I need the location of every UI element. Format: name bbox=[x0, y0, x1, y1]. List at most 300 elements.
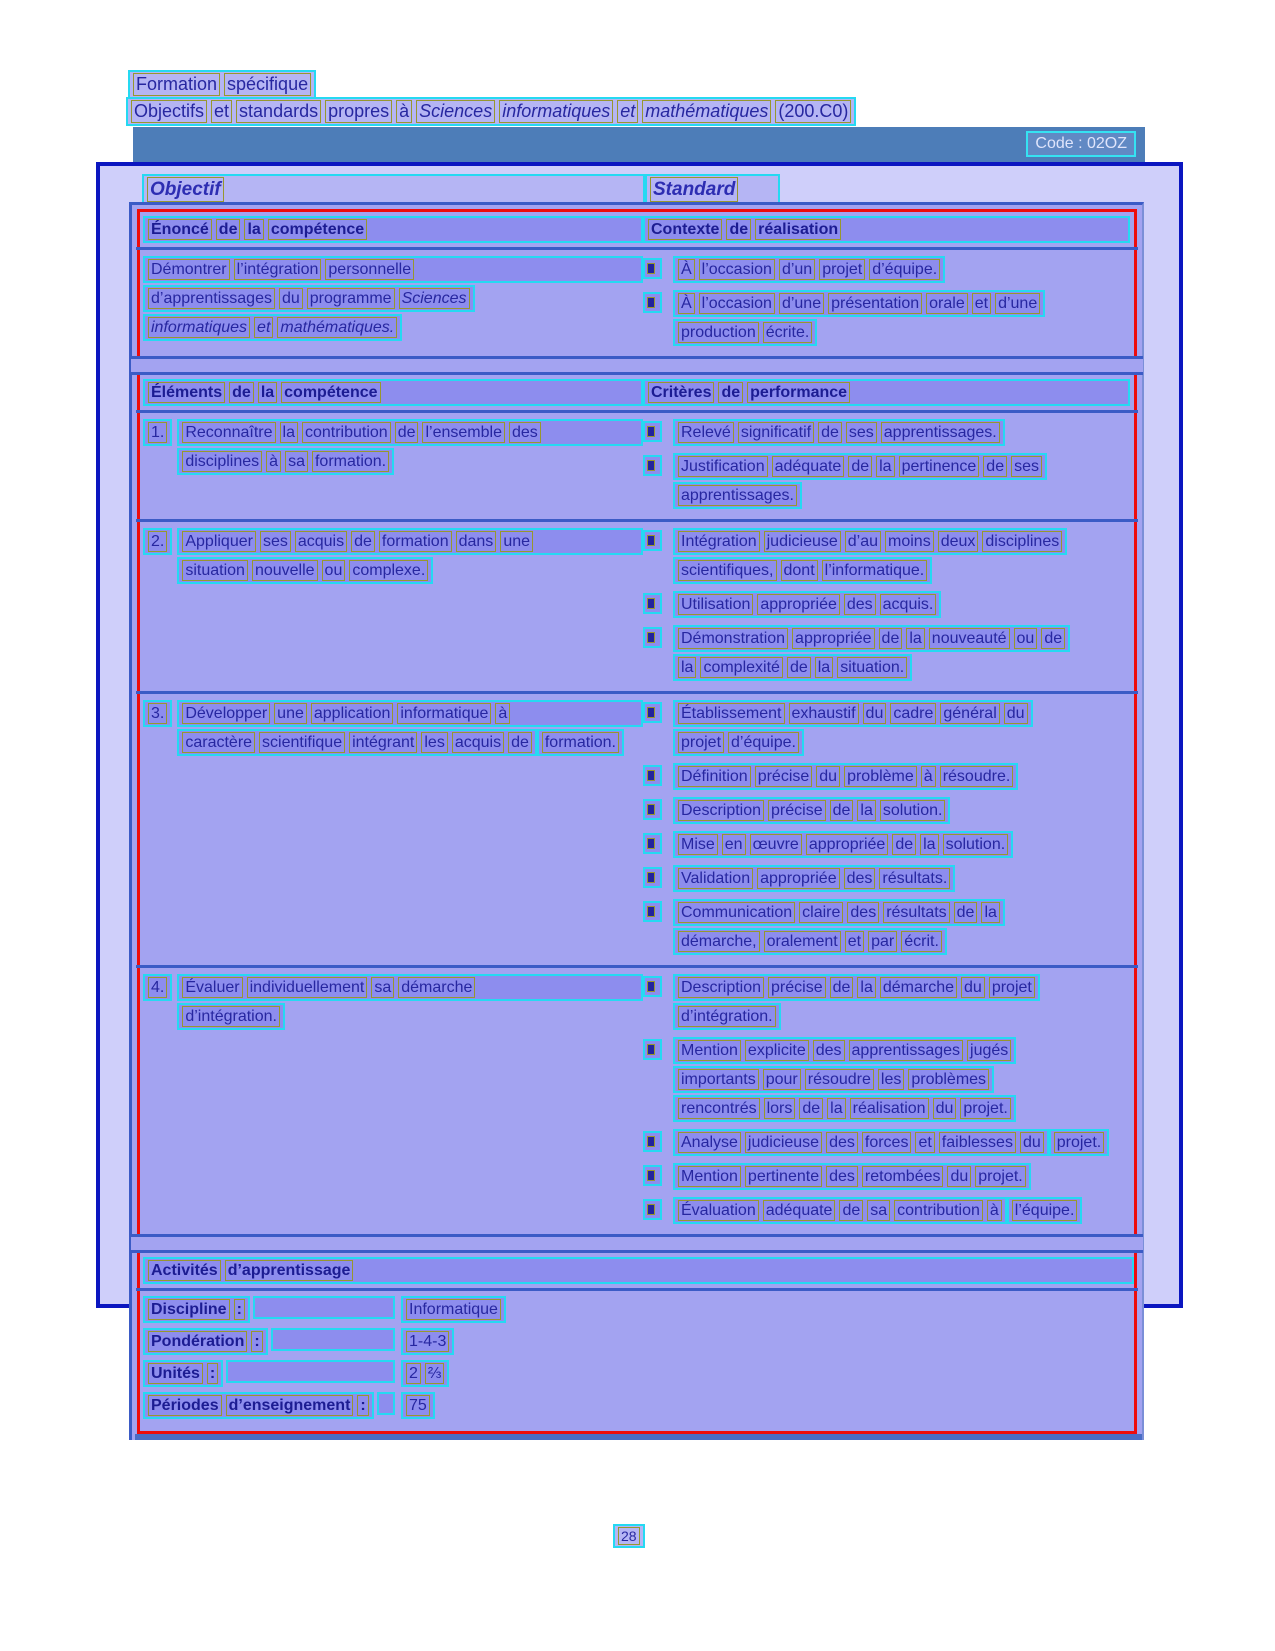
ocr-line-box bbox=[1049, 1129, 1109, 1156]
spacer-box bbox=[253, 1296, 395, 1319]
left-cell-text bbox=[143, 256, 643, 343]
left-cell bbox=[143, 419, 643, 511]
bullet-item bbox=[643, 763, 1132, 792]
word-box: mathématiques bbox=[642, 100, 771, 123]
word-box: les bbox=[421, 732, 447, 753]
word-box: Objectif bbox=[147, 177, 224, 202]
left-header-cell bbox=[143, 216, 643, 243]
word-box: la bbox=[827, 1098, 845, 1119]
word-box: production bbox=[678, 322, 759, 343]
word-box: Contexte bbox=[648, 219, 722, 240]
word-box: mathématiques. bbox=[277, 317, 397, 338]
bullet-lines bbox=[673, 974, 1132, 1032]
word-box: l’informatique. bbox=[822, 560, 928, 581]
word-box: à bbox=[396, 100, 412, 123]
word-box: du bbox=[816, 766, 840, 787]
word-box: de bbox=[954, 902, 978, 923]
bullet-lines bbox=[673, 290, 1132, 348]
word-box: général bbox=[940, 703, 999, 724]
ocr-line-box bbox=[143, 314, 402, 341]
bullet-icon bbox=[643, 976, 662, 997]
table-row bbox=[140, 694, 1134, 965]
word-box: de bbox=[830, 800, 854, 821]
element-number bbox=[143, 528, 172, 555]
doc-title-line-1 bbox=[128, 70, 316, 99]
bullet-lines bbox=[673, 1129, 1109, 1158]
word-box: solution. bbox=[943, 834, 1009, 855]
activity-label-group bbox=[143, 1392, 395, 1419]
word-box: la bbox=[815, 657, 833, 678]
word-box: oralement bbox=[764, 931, 841, 952]
bullet-icon bbox=[643, 1199, 662, 1220]
ocr-line-box bbox=[673, 899, 1005, 926]
word-box: situation bbox=[182, 560, 248, 581]
word-box: informatique bbox=[397, 703, 491, 724]
word-box: en bbox=[722, 834, 746, 855]
bullet-square bbox=[647, 770, 655, 781]
ocr-line-box bbox=[143, 256, 643, 283]
bullet-square bbox=[647, 1136, 655, 1147]
bullet-icon bbox=[643, 833, 662, 854]
word-box: caractère bbox=[182, 732, 255, 753]
ocr-line-box bbox=[673, 528, 1067, 555]
ocr-line-box bbox=[673, 453, 1047, 480]
word-box: de bbox=[848, 456, 872, 477]
ocr-line-box bbox=[143, 1360, 223, 1387]
word-box: rencontrés bbox=[678, 1098, 760, 1119]
section-separator bbox=[131, 356, 1143, 375]
word-box: la bbox=[857, 977, 875, 998]
ocr-line-box bbox=[673, 654, 912, 681]
word-box: la bbox=[244, 219, 263, 240]
word-box: scientifique bbox=[259, 732, 345, 753]
bullet-lines bbox=[673, 528, 1132, 586]
ocr-line-box bbox=[673, 729, 804, 756]
element-number bbox=[143, 419, 172, 446]
word-box: du bbox=[1020, 1132, 1044, 1153]
bullet-icon bbox=[643, 867, 662, 888]
left-cell bbox=[143, 974, 643, 1226]
word-box: des bbox=[826, 1132, 858, 1153]
word-box: : bbox=[234, 1299, 245, 1320]
word-box: résultats. bbox=[879, 868, 950, 889]
section-activites bbox=[140, 1253, 1134, 1431]
word-box: Mise bbox=[678, 834, 718, 855]
word-box: compétence bbox=[281, 382, 380, 403]
word-box: exhaustif bbox=[789, 703, 859, 724]
bullet-item bbox=[643, 1037, 1132, 1124]
ocr-line-box bbox=[143, 379, 643, 406]
word-box: 1-4-3 bbox=[406, 1331, 449, 1352]
word-box: de bbox=[1041, 628, 1065, 649]
bullet-square bbox=[647, 460, 655, 471]
word-box: des bbox=[844, 868, 876, 889]
word-box: précise bbox=[755, 766, 813, 787]
ocr-line-box bbox=[537, 729, 624, 756]
word-box: résoudre. bbox=[940, 766, 1014, 787]
word-box: du bbox=[947, 1166, 971, 1187]
word-box: faiblesses bbox=[939, 1132, 1016, 1153]
word-box: précise bbox=[768, 977, 826, 998]
table-body bbox=[137, 209, 1137, 1434]
word-box: projet. bbox=[960, 1098, 1010, 1119]
word-box: À bbox=[678, 293, 695, 314]
ocr-line-box bbox=[128, 70, 316, 99]
code-bar bbox=[133, 127, 1145, 162]
ocr-line-box bbox=[673, 625, 1070, 652]
word-box: du bbox=[1004, 703, 1028, 724]
word-box: ses bbox=[1011, 456, 1042, 477]
word-box: Mention bbox=[678, 1166, 741, 1187]
word-box: adéquate bbox=[763, 1200, 836, 1221]
ocr-line-box bbox=[177, 974, 643, 1001]
word-box: à bbox=[266, 451, 281, 472]
word-box: des bbox=[826, 1166, 858, 1187]
word-box: une bbox=[500, 531, 533, 552]
word-box: la bbox=[906, 628, 924, 649]
bullet-icon bbox=[643, 627, 662, 648]
word-box: apprentissages. bbox=[678, 485, 797, 506]
header-divider bbox=[136, 410, 1138, 413]
word-box: ou bbox=[1014, 628, 1038, 649]
word-box: Énoncé bbox=[148, 219, 212, 240]
bullet-lines bbox=[673, 591, 941, 620]
word-box: nouveauté bbox=[929, 628, 1010, 649]
word-box: de bbox=[830, 977, 854, 998]
bullet-item bbox=[643, 256, 1132, 285]
word-box: individuellement bbox=[247, 977, 368, 998]
ocr-line-box bbox=[673, 763, 1018, 790]
right-cell bbox=[643, 419, 1134, 511]
word-box: de bbox=[839, 1200, 863, 1221]
right-header-cell bbox=[643, 216, 1134, 243]
bullet-item bbox=[643, 1129, 1132, 1158]
word-box: l’équipe. bbox=[1012, 1200, 1078, 1221]
ocr-line-box bbox=[673, 797, 950, 824]
bullet-lines bbox=[673, 1163, 1031, 1192]
word-box: d’enseignement bbox=[226, 1395, 354, 1416]
word-box: sa bbox=[867, 1200, 890, 1221]
objectif-heading bbox=[142, 174, 645, 205]
word-box: les bbox=[878, 1069, 904, 1090]
word-box: apprentissages bbox=[849, 1040, 964, 1061]
bullet-square bbox=[647, 981, 655, 992]
word-box: Critères bbox=[648, 382, 714, 403]
word-box: formation. bbox=[312, 451, 389, 472]
word-box: une bbox=[274, 703, 307, 724]
table-row bbox=[140, 522, 1134, 691]
word-box: scientifiques, bbox=[678, 560, 777, 581]
spacer-box bbox=[226, 1360, 395, 1383]
bullet-lines bbox=[673, 899, 1132, 957]
bullet-icon bbox=[643, 1165, 662, 1186]
word-box: d’apprentissages bbox=[148, 288, 275, 309]
word-box: de bbox=[787, 657, 811, 678]
activities-header-row bbox=[140, 1253, 1134, 1288]
word-box: compétence bbox=[268, 219, 367, 240]
ocr-line-box bbox=[673, 1066, 994, 1093]
word-box: projet. bbox=[1054, 1132, 1104, 1153]
row-divider bbox=[136, 519, 1138, 522]
bullet-square bbox=[647, 1044, 655, 1055]
left-cell-text bbox=[177, 974, 643, 1032]
word-box: de bbox=[799, 1098, 823, 1119]
ocr-line-box bbox=[401, 1360, 449, 1387]
left-cell bbox=[143, 528, 643, 683]
word-box: du bbox=[279, 288, 303, 309]
word-box: propres bbox=[325, 100, 392, 123]
word-box: dont bbox=[781, 560, 818, 581]
word-box: Appliquer bbox=[182, 531, 256, 552]
word-box: présentation bbox=[828, 293, 922, 314]
bullet-lines bbox=[673, 419, 1005, 448]
word-box: 1. bbox=[148, 422, 167, 443]
word-box: de bbox=[892, 834, 916, 855]
word-box: ⅔ bbox=[425, 1363, 444, 1384]
bullet-item bbox=[643, 419, 1132, 448]
activity-row bbox=[143, 1392, 1134, 1419]
word-box: claire bbox=[799, 902, 843, 923]
ocr-line-box bbox=[673, 1003, 781, 1030]
left-cell bbox=[143, 256, 643, 348]
activity-label-group bbox=[143, 1296, 395, 1323]
word-box: sa bbox=[285, 451, 308, 472]
ocr-line-box bbox=[401, 1296, 506, 1323]
word-box: Périodes bbox=[148, 1395, 222, 1416]
right-cell bbox=[643, 700, 1134, 957]
word-box: la bbox=[876, 456, 894, 477]
activity-row bbox=[143, 1360, 1134, 1387]
bullet-item bbox=[643, 1163, 1132, 1192]
word-box: pertinence bbox=[899, 456, 980, 477]
bullet-item bbox=[643, 831, 1132, 860]
word-box: d’intégration. bbox=[182, 1006, 280, 1027]
ocr-line-box bbox=[177, 700, 643, 727]
word-box: résultats bbox=[883, 902, 949, 923]
word-box: Informatique bbox=[406, 1299, 501, 1320]
ocr-line-box bbox=[673, 591, 941, 618]
bullet-square bbox=[647, 838, 655, 849]
word-box: Validation bbox=[678, 868, 753, 889]
activity-row bbox=[143, 1296, 1134, 1323]
word-box: Pondération bbox=[148, 1331, 247, 1352]
word-box: complexité bbox=[700, 657, 782, 678]
word-box: la bbox=[678, 657, 696, 678]
word-box: et bbox=[254, 317, 273, 338]
word-box: de bbox=[351, 531, 375, 552]
bullet-item bbox=[643, 865, 1132, 894]
bullet-square bbox=[647, 1204, 655, 1215]
section-separator bbox=[131, 1234, 1143, 1253]
word-box: précise bbox=[768, 800, 826, 821]
competency-table bbox=[129, 202, 1144, 1440]
word-box: judicieuse bbox=[745, 1132, 822, 1153]
bullet-icon bbox=[643, 901, 662, 922]
activities-rows bbox=[140, 1291, 1134, 1431]
word-box: de bbox=[818, 422, 842, 443]
word-box: Activités bbox=[148, 1260, 221, 1281]
word-box: appropriée bbox=[806, 834, 889, 855]
word-box: personnelle bbox=[325, 259, 414, 280]
ocr-line-box bbox=[673, 1095, 1016, 1122]
word-box: forces bbox=[862, 1132, 912, 1153]
word-box: 4. bbox=[148, 977, 167, 998]
bullet-icon bbox=[643, 1131, 662, 1152]
word-box: solution. bbox=[880, 800, 946, 821]
word-box: la bbox=[981, 902, 999, 923]
word-box: explicite bbox=[745, 1040, 809, 1061]
word-box: d’un bbox=[779, 259, 815, 280]
word-box: application bbox=[311, 703, 394, 724]
word-box: spécifique bbox=[224, 73, 311, 96]
word-box: la bbox=[258, 382, 277, 403]
header-divider bbox=[136, 247, 1138, 250]
word-box: lors bbox=[764, 1098, 796, 1119]
word-box: Établissement bbox=[678, 703, 785, 724]
word-box: sa bbox=[371, 977, 394, 998]
bullet-square bbox=[647, 598, 655, 609]
word-box: d’au bbox=[845, 531, 881, 552]
right-header-cell bbox=[643, 379, 1134, 406]
word-box: Objectifs bbox=[131, 100, 207, 123]
ocr-line-box bbox=[673, 319, 817, 346]
ocr-line-box bbox=[143, 1392, 374, 1419]
ocr-line-box bbox=[177, 419, 643, 446]
word-box: apprentissages. bbox=[881, 422, 1000, 443]
bullet-lines bbox=[673, 1037, 1132, 1124]
ocr-line-box bbox=[613, 1524, 645, 1548]
word-box: 2 bbox=[406, 1363, 421, 1384]
bullet-square bbox=[647, 632, 655, 643]
ocr-line-box bbox=[643, 379, 1130, 406]
element-number bbox=[143, 700, 172, 727]
header-divider bbox=[136, 1288, 1138, 1291]
word-box: à bbox=[495, 703, 510, 724]
ocr-line-box bbox=[673, 1197, 1007, 1224]
word-box: significatif bbox=[738, 422, 814, 443]
bullet-item bbox=[643, 974, 1132, 1032]
word-box: d’équipe. bbox=[728, 732, 799, 753]
word-box: réalisation bbox=[850, 1098, 929, 1119]
ocr-line-box bbox=[401, 1392, 435, 1419]
bullet-lines bbox=[673, 700, 1132, 758]
word-box: d’intégration. bbox=[678, 1006, 776, 1027]
spacer-box bbox=[271, 1328, 395, 1351]
word-box: contribution bbox=[894, 1200, 983, 1221]
bullet-square bbox=[647, 297, 655, 308]
word-box: projet bbox=[989, 977, 1035, 998]
word-box: 75 bbox=[406, 1395, 430, 1416]
word-box: situation. bbox=[837, 657, 907, 678]
word-box: formation bbox=[379, 531, 452, 552]
word-box: Démontrer bbox=[148, 259, 230, 280]
right-cell bbox=[643, 974, 1134, 1226]
objectif-heading-cell bbox=[142, 174, 645, 205]
bullet-square bbox=[647, 1170, 655, 1181]
word-box: acquis bbox=[295, 531, 347, 552]
right-cell bbox=[643, 528, 1134, 683]
word-box: de bbox=[229, 382, 254, 403]
right-cell bbox=[643, 256, 1134, 348]
word-box: Description bbox=[678, 800, 764, 821]
word-box: écrite. bbox=[763, 322, 813, 343]
word-box: 2. bbox=[148, 531, 167, 552]
word-box: d’une bbox=[779, 293, 824, 314]
ocr-line-box bbox=[177, 1003, 285, 1030]
word-box: problème bbox=[844, 766, 917, 787]
word-box: la bbox=[857, 800, 875, 821]
word-box: l’intégration bbox=[234, 259, 322, 280]
bullet-item bbox=[643, 1197, 1132, 1226]
ocr-line-box bbox=[673, 974, 1040, 1001]
word-box: Définition bbox=[678, 766, 751, 787]
bullet-icon bbox=[643, 292, 662, 313]
section-enonce bbox=[140, 212, 1134, 356]
word-box: 28 bbox=[618, 1527, 640, 1545]
left-cell-text bbox=[177, 700, 643, 758]
bullet-lines bbox=[673, 625, 1132, 683]
table-row bbox=[140, 413, 1134, 519]
section-header-row bbox=[140, 212, 1134, 247]
bullet-icon bbox=[643, 258, 662, 279]
word-box: judicieuse bbox=[764, 531, 841, 552]
ocr-line-box bbox=[673, 256, 945, 283]
bullet-item bbox=[643, 453, 1132, 511]
word-box: Démonstration bbox=[678, 628, 788, 649]
row-divider bbox=[136, 965, 1138, 968]
word-box: : bbox=[357, 1395, 368, 1416]
word-box: l’occasion bbox=[699, 293, 775, 314]
word-box: du bbox=[961, 977, 985, 998]
word-box: disciplines bbox=[982, 531, 1062, 552]
word-box: de bbox=[983, 456, 1007, 477]
word-box: la bbox=[280, 422, 298, 443]
ocr-line-box bbox=[673, 928, 947, 955]
bullet-square bbox=[647, 707, 655, 718]
bullet-lines bbox=[673, 865, 955, 894]
word-box: l’occasion bbox=[699, 259, 775, 280]
word-box: de bbox=[879, 628, 903, 649]
section-header-row bbox=[140, 375, 1134, 410]
word-box: des bbox=[813, 1040, 845, 1061]
activities-header-cell bbox=[143, 1257, 1134, 1284]
ocr-line-box bbox=[1007, 1197, 1083, 1224]
word-box: par bbox=[868, 931, 897, 952]
word-box: standards bbox=[236, 100, 321, 123]
word-box: de bbox=[718, 382, 743, 403]
spacer-box bbox=[377, 1392, 395, 1415]
bullet-lines bbox=[673, 763, 1018, 792]
column-headings bbox=[142, 174, 1148, 205]
ocr-line-box bbox=[177, 729, 537, 756]
word-box: adéquate bbox=[772, 456, 845, 477]
bullet-square bbox=[647, 263, 655, 274]
word-box: performance bbox=[747, 382, 850, 403]
ocr-line-box bbox=[673, 1037, 1016, 1064]
bullet-icon bbox=[643, 455, 662, 476]
ocr-line-box bbox=[143, 285, 475, 312]
word-box: des bbox=[847, 902, 879, 923]
bullet-item bbox=[643, 625, 1132, 683]
word-box: complexe. bbox=[349, 560, 428, 581]
word-box: Standard bbox=[650, 177, 738, 202]
word-box: programme bbox=[307, 288, 395, 309]
word-box: appropriée bbox=[792, 628, 875, 649]
bullet-icon bbox=[643, 702, 662, 723]
word-box: projet bbox=[819, 259, 865, 280]
ocr-line-box bbox=[177, 557, 433, 584]
word-box: Intégration bbox=[678, 531, 760, 552]
